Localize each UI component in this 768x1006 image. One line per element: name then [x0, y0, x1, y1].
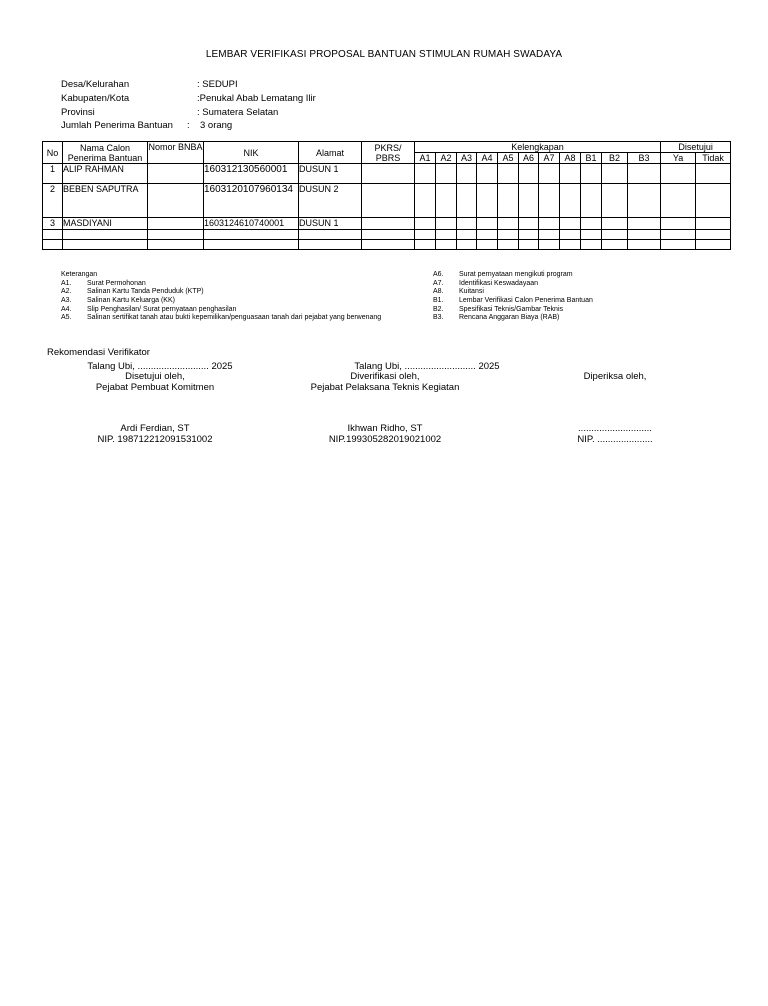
cell-check: [539, 164, 560, 184]
legend-code: A4.: [61, 306, 72, 313]
cell-check: [477, 184, 498, 218]
header-a7: A7: [539, 153, 560, 164]
cell-bnba: [148, 240, 204, 250]
signer-1-action: Disetujui oleh,: [125, 371, 185, 382]
cell-check: [539, 218, 560, 230]
legend-code: A8.: [433, 288, 444, 295]
cell-check: [457, 240, 477, 250]
cell-nama: MASDIYANI: [63, 218, 148, 230]
cell-check: [519, 164, 539, 184]
legend-text: Identifikasi Keswadayaan: [459, 280, 538, 287]
info-value-desa: : SEDUPI: [197, 79, 238, 90]
table-row: [43, 164, 731, 184]
cell-alamat: DUSUN 2: [299, 184, 362, 218]
cell-check: [560, 184, 581, 218]
header-disetujui: Disetujui: [661, 142, 731, 153]
cell-pkrs: [362, 164, 415, 184]
header-ya: Ya: [661, 153, 696, 164]
legend-text: Salinan Kartu Keluarga (KK): [87, 297, 175, 304]
legend-code: B1.: [433, 297, 444, 304]
cell-pkrs: [362, 218, 415, 230]
cell-nik: 1603124610740001: [204, 218, 299, 230]
cell-ya: [661, 218, 696, 230]
table-row: [43, 218, 731, 230]
cell-check: [457, 230, 477, 240]
signer-1-role: Pejabat Pembuat Komitmen: [95, 382, 215, 393]
info-value-jumlah: 3 orang: [200, 120, 233, 131]
cell-check: [628, 240, 661, 250]
legend-text: Kuitansi: [459, 288, 484, 295]
header-a4: A4: [477, 153, 498, 164]
cell-check: [415, 240, 436, 250]
cell-nik: [204, 240, 299, 250]
cell-check: [519, 184, 539, 218]
cell-pkrs: [362, 240, 415, 250]
cell-check: [628, 164, 661, 184]
header-b3: B3: [628, 153, 661, 164]
cell-check: [436, 164, 457, 184]
cell-check: [498, 164, 519, 184]
header-bnba: Nomor BNBA: [148, 142, 204, 164]
cell-no: [43, 230, 63, 240]
cell-tidak: [696, 164, 731, 184]
cell-check: [581, 164, 602, 184]
cell-bnba: [148, 164, 204, 184]
header-no: No: [43, 142, 63, 164]
cell-no: 2: [43, 184, 63, 218]
header-pkrs: PKRS/ PBRS: [362, 142, 415, 164]
cell-check: [436, 218, 457, 230]
legend-code: A3.: [61, 297, 72, 304]
cell-check: [477, 230, 498, 240]
cell-check: [602, 218, 628, 230]
cell-check: [539, 240, 560, 250]
cell-nik: 160312130560001: [204, 164, 299, 184]
header-nama: Nama Calon Penerima Bantuan: [63, 142, 148, 164]
legend-text: Rencana Anggaran Biaya (RAB): [459, 314, 560, 321]
cell-bnba: [148, 218, 204, 230]
info-label-jumlah: Jumlah Penerima Bantuan: [61, 120, 173, 131]
legend-text: Salinan sertifikat tanah atau bukti kepemilikan/penguasaan tanah dari pejabat yang berwenang: [87, 314, 382, 321]
cell-ya: [661, 240, 696, 250]
cell-nama: BEBEN SAPUTRA: [63, 184, 148, 218]
header-a1: A1: [415, 153, 436, 164]
cell-no: [43, 240, 63, 250]
cell-check: [628, 230, 661, 240]
cell-check: [415, 164, 436, 184]
cell-check: [560, 218, 581, 230]
cell-tidak: [696, 218, 731, 230]
header-a3: A3: [457, 153, 477, 164]
cell-alamat: DUSUN 1: [299, 218, 362, 230]
cell-check: [519, 230, 539, 240]
cell-nik: 1603120107960134: [204, 184, 299, 218]
cell-check: [498, 184, 519, 218]
cell-check: [498, 218, 519, 230]
cell-ya: [661, 164, 696, 184]
cell-check: [602, 164, 628, 184]
legend-code: A2.: [61, 288, 72, 295]
cell-alamat: [299, 240, 362, 250]
cell-check: [415, 218, 436, 230]
header-tidak: Tidak: [696, 153, 731, 164]
legend-text: Slip Penghasilan/ Surat pernyataan penghasilan: [87, 306, 237, 313]
legend-text: Lembar Verifikasi Calon Penerima Bantuan: [459, 297, 593, 304]
cell-check: [436, 184, 457, 218]
cell-check: [628, 184, 661, 218]
cell-nik: [204, 230, 299, 240]
header-a2: A2: [436, 153, 457, 164]
table-row: [43, 240, 731, 250]
cell-no: 1: [43, 164, 63, 184]
signer-1-name: Ardi Ferdian, ST: [120, 423, 190, 434]
cell-check: [415, 230, 436, 240]
header-kelengkapan: Kelengkapan: [415, 142, 661, 153]
cell-check: [498, 240, 519, 250]
cell-tidak: [696, 184, 731, 218]
signer-3-nip: NIP. .....................: [577, 434, 653, 445]
header-a6: A6: [519, 153, 539, 164]
header-nik: NIK: [204, 142, 299, 164]
header-a5: A5: [498, 153, 519, 164]
signer-2-nip: NIP.199305282019021002: [328, 434, 442, 445]
cell-no: 3: [43, 218, 63, 230]
legend-text: Surat pernyataan mengikuti program: [459, 271, 573, 278]
legend-code: B3.: [433, 314, 444, 321]
signer-2-name: Ikhwan Ridho, ST: [347, 423, 423, 434]
cell-nama: [63, 230, 148, 240]
signer-2-action: Diverifikasi oleh,: [350, 371, 420, 382]
cell-check: [560, 164, 581, 184]
legend-code: A5.: [61, 314, 72, 321]
info-value-kabupaten: :Penukal Abab Lematang Ilir: [197, 93, 316, 104]
signer-3-action: Diperiksa oleh,: [583, 371, 647, 382]
cell-check: [519, 240, 539, 250]
header-a8: A8: [560, 153, 581, 164]
info-label-kabupaten: Kabupaten/Kota: [61, 93, 130, 104]
cell-check: [477, 164, 498, 184]
cell-pkrs: [362, 230, 415, 240]
signer-1-place: Talang Ubi, ........................... 2025: [87, 361, 233, 372]
signer-2-role: Pejabat Pelaksana Teknis Kegiatan: [310, 382, 460, 393]
cell-check: [457, 184, 477, 218]
info-label-desa: Desa/Kelurahan: [61, 79, 130, 90]
cell-check: [519, 218, 539, 230]
table-row: [43, 230, 731, 240]
cell-check: [602, 184, 628, 218]
signer-2-place: Talang Ubi, ........................... 2025: [354, 361, 500, 372]
cell-check: [539, 184, 560, 218]
signer-1-nip: NIP. 198712212091531002: [97, 434, 213, 445]
header-b2: B2: [602, 153, 628, 164]
cell-tidak: [696, 240, 731, 250]
legend-code: A1.: [61, 280, 72, 287]
cell-check: [539, 230, 560, 240]
info-value-provinsi: : Sumatera Selatan: [197, 107, 279, 118]
cell-nama: ALIP RAHMAN: [63, 164, 148, 184]
cell-check: [560, 230, 581, 240]
legend-text: Surat Permohonan: [87, 280, 146, 287]
cell-alamat: [299, 230, 362, 240]
cell-check: [498, 230, 519, 240]
cell-tidak: [696, 230, 731, 240]
cell-ya: [661, 184, 696, 218]
verification-table: [42, 141, 731, 250]
cell-check: [477, 240, 498, 250]
cell-check: [457, 164, 477, 184]
header-b1: B1: [581, 153, 602, 164]
cell-check: [560, 240, 581, 250]
cell-check: [581, 230, 602, 240]
cell-ya: [661, 230, 696, 240]
cell-check: [436, 240, 457, 250]
info-colon-jumlah: :: [187, 120, 190, 131]
cell-check: [581, 218, 602, 230]
document-title: LEMBAR VERIFIKASI PROPOSAL BANTUAN STIMULAN RUMAH SWADAYA: [205, 49, 563, 60]
cell-check: [581, 184, 602, 218]
cell-bnba: [148, 184, 204, 218]
cell-check: [436, 230, 457, 240]
cell-check: [628, 218, 661, 230]
legend-text: Salinan Kartu Tanda Penduduk (KTP): [87, 288, 204, 295]
cell-pkrs: [362, 184, 415, 218]
legend-title: Keterangan: [61, 271, 98, 278]
cell-check: [602, 230, 628, 240]
cell-check: [477, 218, 498, 230]
legend-text: Spesifikasi Teknis/Gambar Teknis: [459, 306, 564, 313]
cell-check: [581, 240, 602, 250]
table-row: [43, 184, 731, 218]
cell-check: [457, 218, 477, 230]
rekomendasi-heading: Rekomendasi Verifikator: [47, 347, 150, 358]
cell-check: [602, 240, 628, 250]
legend-code: A6.: [433, 271, 444, 278]
cell-alamat: DUSUN 1: [299, 164, 362, 184]
signer-3-name: ............................: [578, 423, 652, 434]
info-label-provinsi: Provinsi: [61, 107, 95, 118]
cell-bnba: [148, 230, 204, 240]
legend-code: B2.: [433, 306, 444, 313]
cell-nama: [63, 240, 148, 250]
header-alamat: Alamat: [299, 142, 362, 164]
cell-check: [415, 184, 436, 218]
legend-code: A7.: [433, 280, 444, 287]
